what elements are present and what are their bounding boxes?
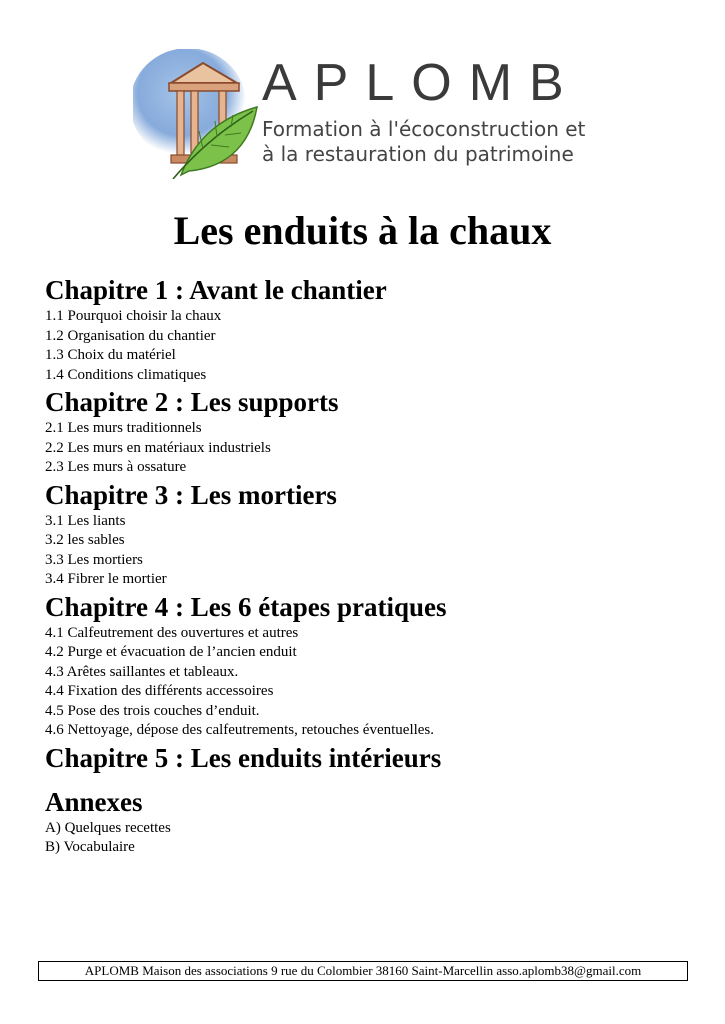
chapter-heading: Chapitre 2 : Les supports [45, 387, 339, 417]
toc-item: 3.1 Les liants [45, 512, 126, 529]
aplomb-logo-illustration [133, 49, 263, 179]
toc-item: 4.3 Arêtes saillantes et tableaux. [45, 663, 239, 680]
toc-item: 2.3 Les murs à ossature [45, 459, 187, 475]
toc-item: 1.1 Pourquoi choisir la chaux [45, 308, 222, 324]
footer-contact: APLOMB Maison des associations 9 rue du Colombier 38160 Saint-Marcellin asso.aplomb38@gmail.com [38, 961, 688, 981]
chapter-5 [45, 741, 685, 775]
toc-item: B) Vocabulaire [45, 839, 135, 855]
toc-item: A) Quelques recettes [45, 819, 171, 836]
chapter-4 [45, 590, 685, 741]
chapter-heading: Chapitre 1 : Avant le chantier [45, 275, 387, 305]
toc-item: 1.4 Conditions climatiques [45, 366, 207, 383]
document-title: Les enduits à la chaux [173, 208, 552, 253]
chapter-heading: Chapitre 3 : Les mortiers [45, 479, 337, 510]
toc-item: 4.1 Calfeutrement des ouvertures et autres [45, 624, 299, 641]
toc-item: 3.4 Fibrer le mortier [45, 571, 167, 587]
chapter-heading: Chapitre 5 : Les enduits intérieurs [45, 742, 442, 773]
brand-name: APLOMB [262, 54, 581, 112]
tagline-line-2: à la restauration du patrimoine [262, 142, 574, 166]
toc-item: 2.2 Les murs en matériaux industriels [45, 439, 271, 456]
table-of-contents [45, 273, 685, 858]
toc-item: 4.5 Pose des trois couches d’enduit. [45, 702, 260, 719]
chapter-3 [45, 478, 685, 590]
toc-item: 1.3 Choix du matériel [45, 347, 176, 363]
toc-item: 2.1 Les murs traditionnels [45, 420, 202, 436]
chapter-2 [45, 385, 685, 478]
chapter-1 [45, 273, 685, 385]
toc-item: 4.6 Nettoyage, dépose des calfeutrements, retouches éventuelles. [45, 722, 435, 738]
annexes [45, 785, 685, 858]
toc-item: 4.4 Fixation des différents accessoires [45, 683, 274, 699]
toc-item: 1.2 Organisation du chantier [45, 327, 216, 344]
toc-item: 4.2 Purge et évacuation de l’ancien enduit [45, 644, 297, 660]
toc-item: 3.3 Les mortiers [45, 551, 143, 568]
brand-tagline [262, 117, 585, 167]
toc-item: 3.2 les sables [45, 532, 125, 548]
chapter-heading: Chapitre 4 : Les 6 étapes pratiques [45, 591, 447, 622]
tagline-line-1: Formation à l'écoconstruction et [262, 117, 586, 141]
annexes-heading: Annexes [45, 786, 143, 817]
